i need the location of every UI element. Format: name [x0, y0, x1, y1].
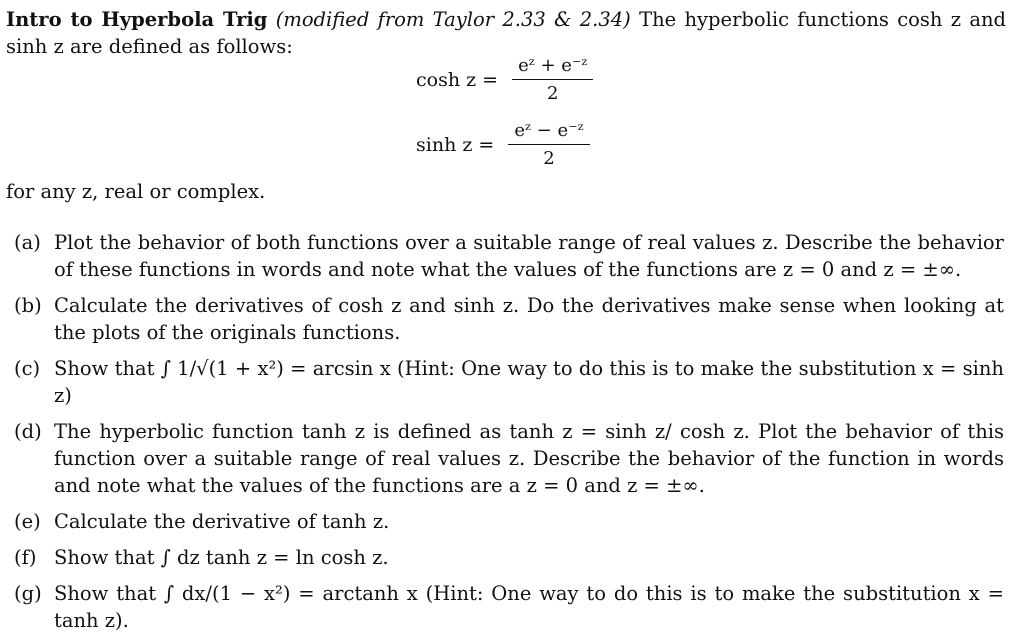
question-text: The hyperbolic function tanh z is defined as tanh z = sinh z/ cosh z. Plot the behavior of this function over a suitable range of real values z. Describe the behavior of the function in words and note what the values of the functions are a z = 0 and z = ±∞. [54, 420, 1004, 497]
question-label: (b) [14, 294, 42, 317]
intro-text: The hyperbolic functions cosh z and sinh z are defined as follows: [6, 8, 1006, 58]
question-f [14, 544, 1004, 571]
question-c [14, 355, 1004, 409]
sinh-fraction [508, 120, 589, 169]
question-g [14, 580, 1004, 634]
question-text: Show that ∫ dz tanh z = ln cosh z. [54, 546, 389, 569]
question-e [14, 508, 1004, 535]
question-text: Show that ∫ 1/√(1 + x²) = arcsin x (Hint: One way to do this is to make the substitution x = sinh z) [54, 357, 1004, 407]
question-text: Calculate the derivative of tanh z. [54, 510, 390, 533]
cosh-definition [416, 55, 593, 104]
cosh-numerator: eᶻ + e⁻ᶻ [512, 55, 593, 80]
question-text: Plot the behavior of both functions over a suitable range of real values z. Describe the behavior of these functions in words and note what the values of the functions are z = 0 and z = ±∞. [54, 231, 1004, 281]
question-label: (f) [14, 546, 37, 569]
sinh-denominator: 2 [543, 148, 555, 169]
question-b [14, 292, 1004, 346]
question-label: (a) [14, 231, 41, 254]
cosh-lhs: cosh z = [416, 68, 499, 91]
sinh-numerator: eᶻ − e⁻ᶻ [508, 120, 589, 145]
question-a [14, 229, 1004, 283]
sinh-definition [416, 120, 590, 169]
question-list [14, 229, 1004, 643]
sinh-lhs: sinh z = [416, 133, 495, 156]
question-text: Calculate the derivatives of cosh z and sinh z. Do the derivatives make sense when looking at the plots of the originals functions. [54, 294, 1004, 344]
cosh-denominator: 2 [547, 83, 559, 104]
intro-paragraph [6, 6, 1006, 60]
question-d [14, 418, 1004, 499]
problem-title: Intro to Hyperbola Trig [6, 8, 268, 31]
problem-source: (modified from Taylor 2.33 & 2.34) [275, 8, 631, 31]
question-label: (g) [14, 582, 42, 605]
question-label: (c) [14, 357, 41, 380]
question-label: (d) [14, 420, 42, 443]
domain-statement: for any z, real or complex. [6, 180, 266, 203]
question-text: Show that ∫ dx/(1 − x²) = arctanh x (Hint: One way to do this is to make the substitution x = tanh z). [54, 582, 1004, 632]
question-label: (e) [14, 510, 41, 533]
cosh-fraction [512, 55, 593, 104]
